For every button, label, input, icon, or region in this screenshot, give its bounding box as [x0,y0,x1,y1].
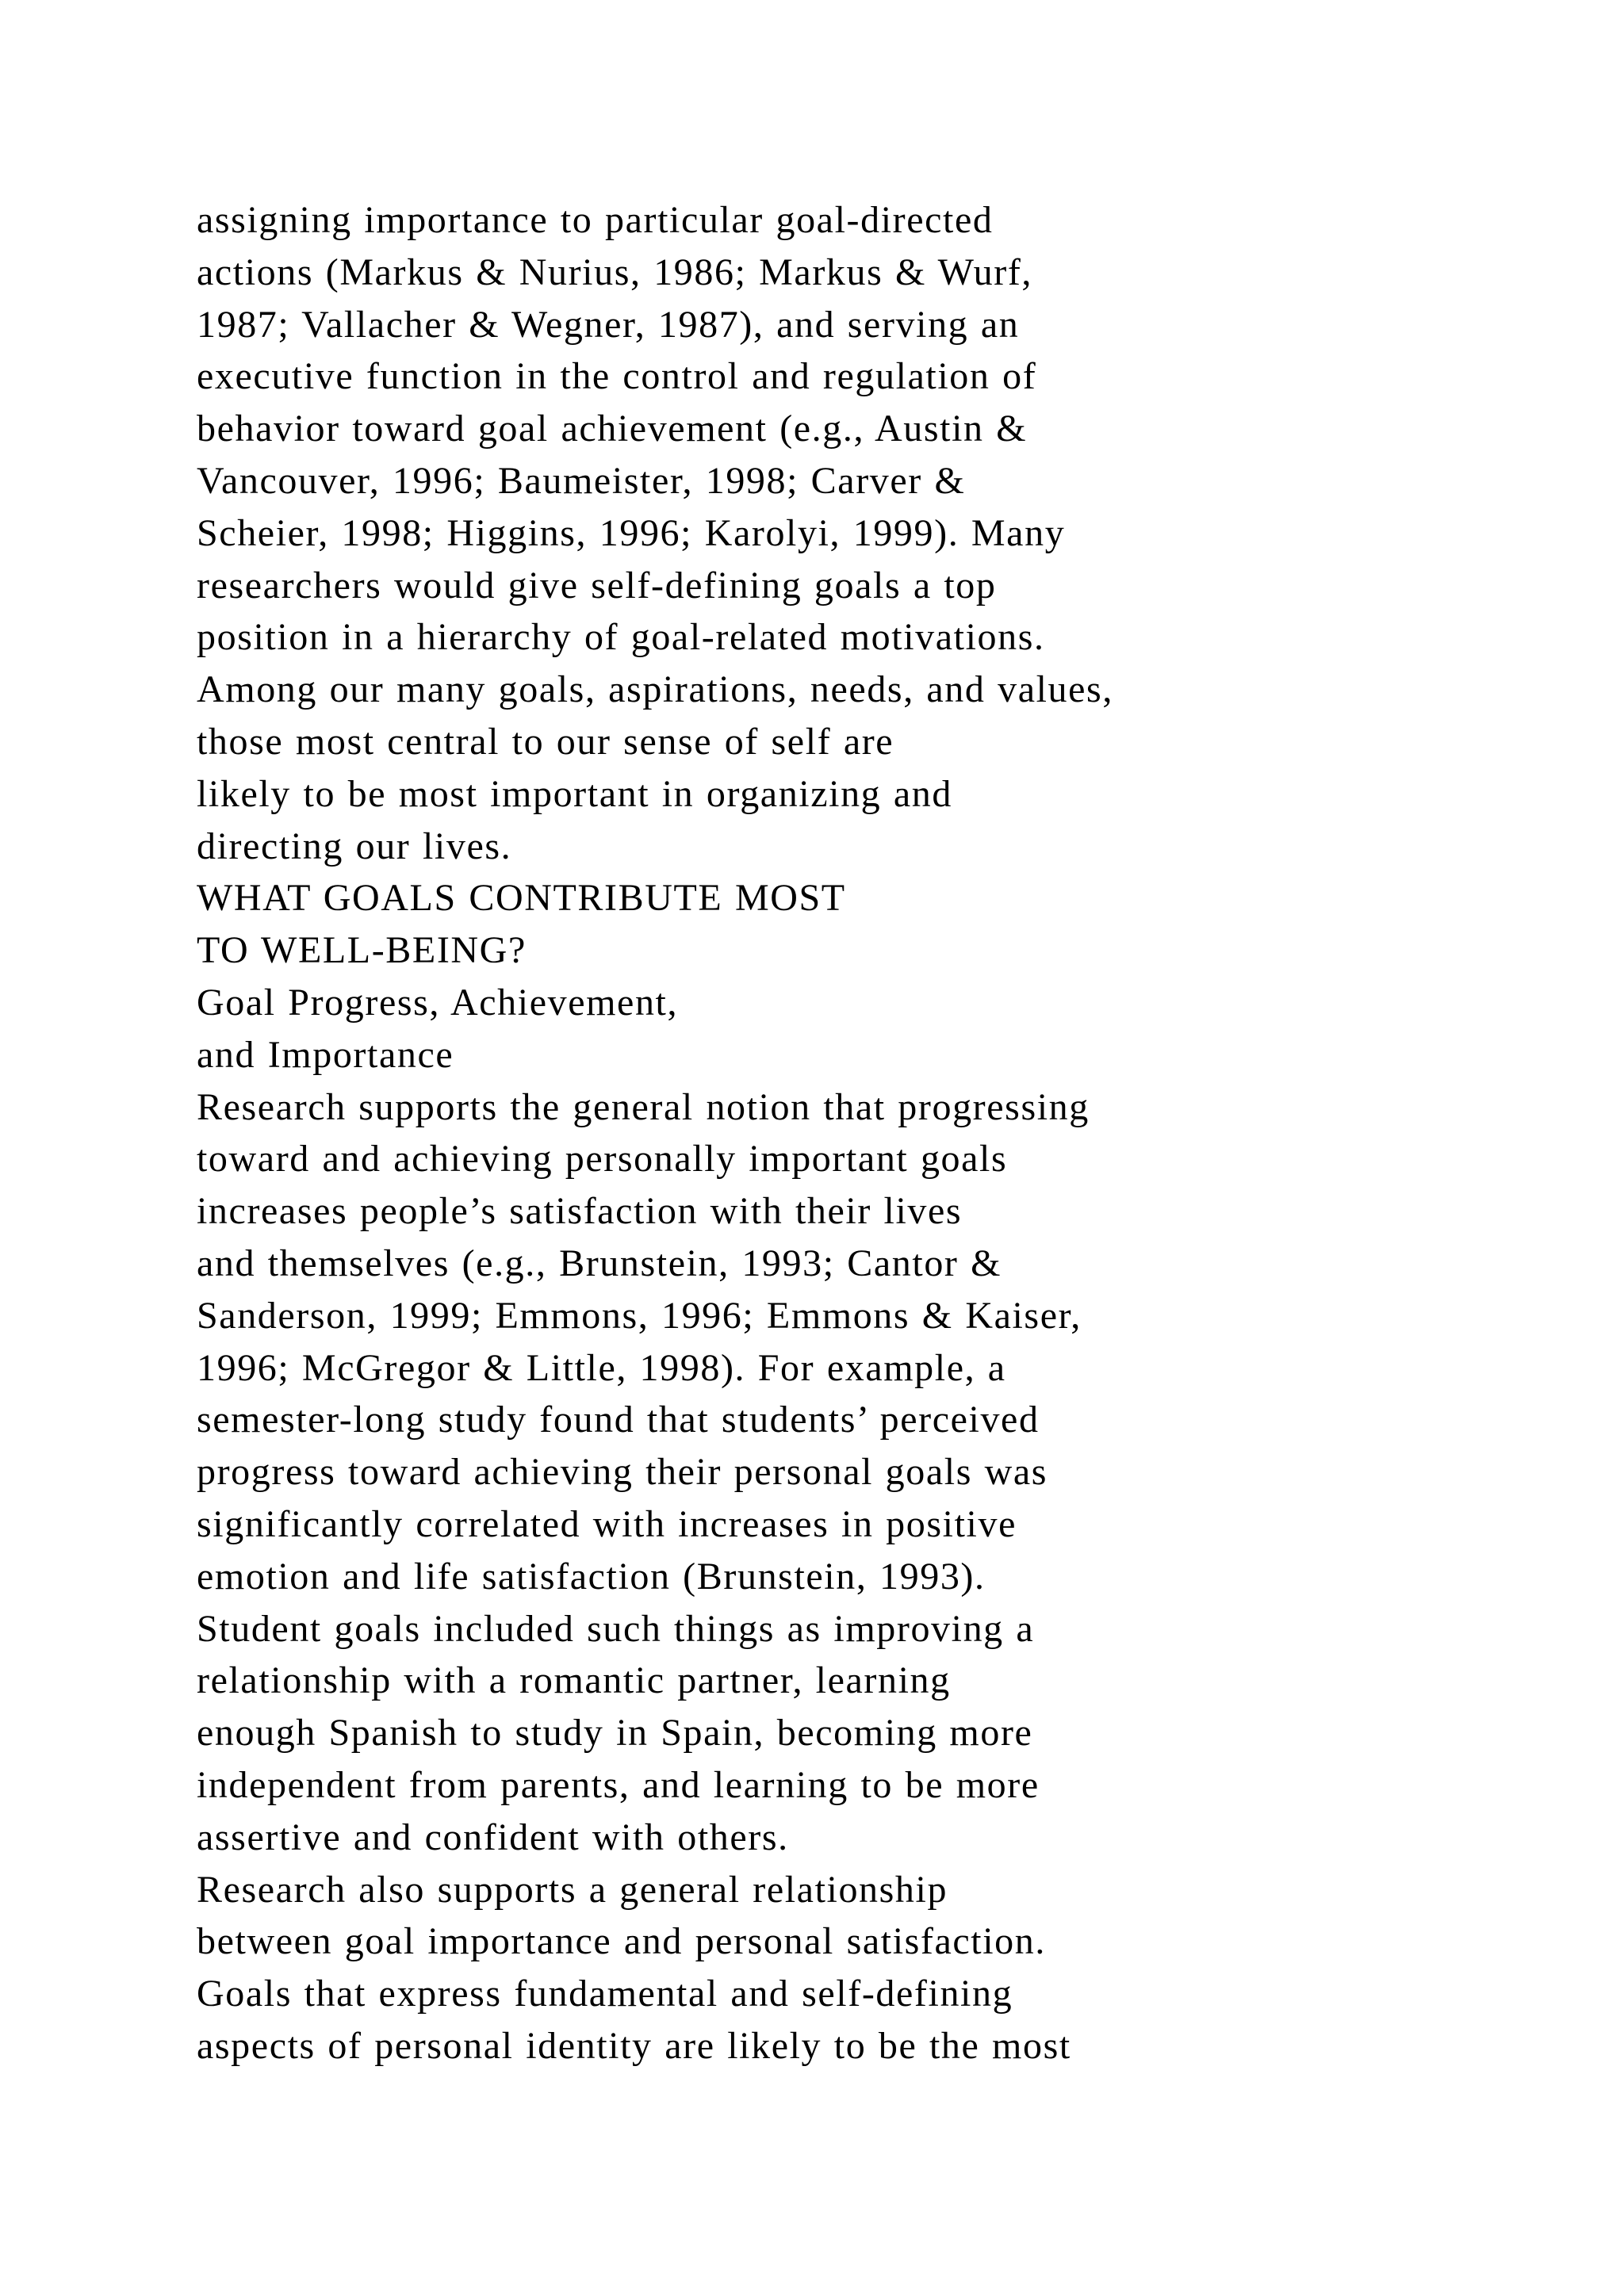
section-heading: WHAT GOALS CONTRIBUTE MOST [197,877,846,920]
text-line: researchers would give self-defining goals a top [197,564,997,607]
text-line: behavior toward goal achievement (e.g., Austin & [197,408,1028,450]
text-line: toward and achieving personally important goals [197,1138,1008,1181]
text-line: 1996; McGregor & Little, 1998). For example, a [197,1346,1006,1389]
text-line: emotion and life satisfaction (Brunstein, 1993). [197,1555,986,1598]
text-line: Sanderson, 1999; Emmons, 1996; Emmons & Kaiser, [197,1294,1082,1337]
text-line: aspects of personal identity are likely to be the most [197,2024,1071,2067]
text-line: directing our lives. [197,825,512,867]
text-line: Research also supports a general relationship [197,1868,948,1911]
text-line: enough Spanish to study in Spain, becoming more [197,1712,1033,1755]
body-text [197,194,1592,2072]
text-line: Scheier, 1998; Higgins, 1996; Karolyi, 1999). Many [197,511,1066,554]
text-line: progress toward achieving their personal goals was [197,1451,1048,1494]
text-line: actions (Markus & Nurius, 1986; Markus & Wurf, [197,251,1032,293]
text-line: semester-long study found that students’ perceived [197,1399,1040,1441]
text-line: Student goals included such things as improving a [197,1607,1035,1650]
text-line: independent from parents, and learning to be more [197,1763,1040,1806]
text-line: 1987; Vallacher & Wegner, 1987), and serving an [197,303,1020,346]
text-line: Research supports the general notion that progressing [197,1085,1090,1128]
text-line: those most central to our sense of self are [197,720,894,763]
text-line: assertive and confident with others. [197,1816,789,1858]
text-line: and themselves (e.g., Brunstein, 1993; Cantor & [197,1242,1002,1284]
subsection-heading: Goal Progress, Achievement, [197,981,679,1024]
text-line: increases people’s satisfaction with their lives [197,1190,963,1233]
text-line: executive function in the control and regulation of [197,355,1037,398]
text-line: assigning importance to particular goal-directed [197,199,994,241]
text-line: relationship with a romantic partner, learning [197,1659,951,1702]
text-line: Among our many goals, aspirations, needs, and values, [197,668,1113,711]
text-line: significantly correlated with increases in positive [197,1502,1017,1545]
text-line: Vancouver, 1996; Baumeister, 1998; Carver & [197,459,966,502]
text-line: likely to be most important in organizing and [197,772,952,815]
text-line: position in a hierarchy of goal-related motivations. [197,616,1045,659]
section-heading: TO WELL-BEING? [197,929,527,972]
text-line: Goals that express fundamental and self-defining [197,1973,1013,2015]
text-line: between goal importance and personal satisfaction. [197,1920,1046,1963]
subsection-heading: and Importance [197,1033,454,1076]
